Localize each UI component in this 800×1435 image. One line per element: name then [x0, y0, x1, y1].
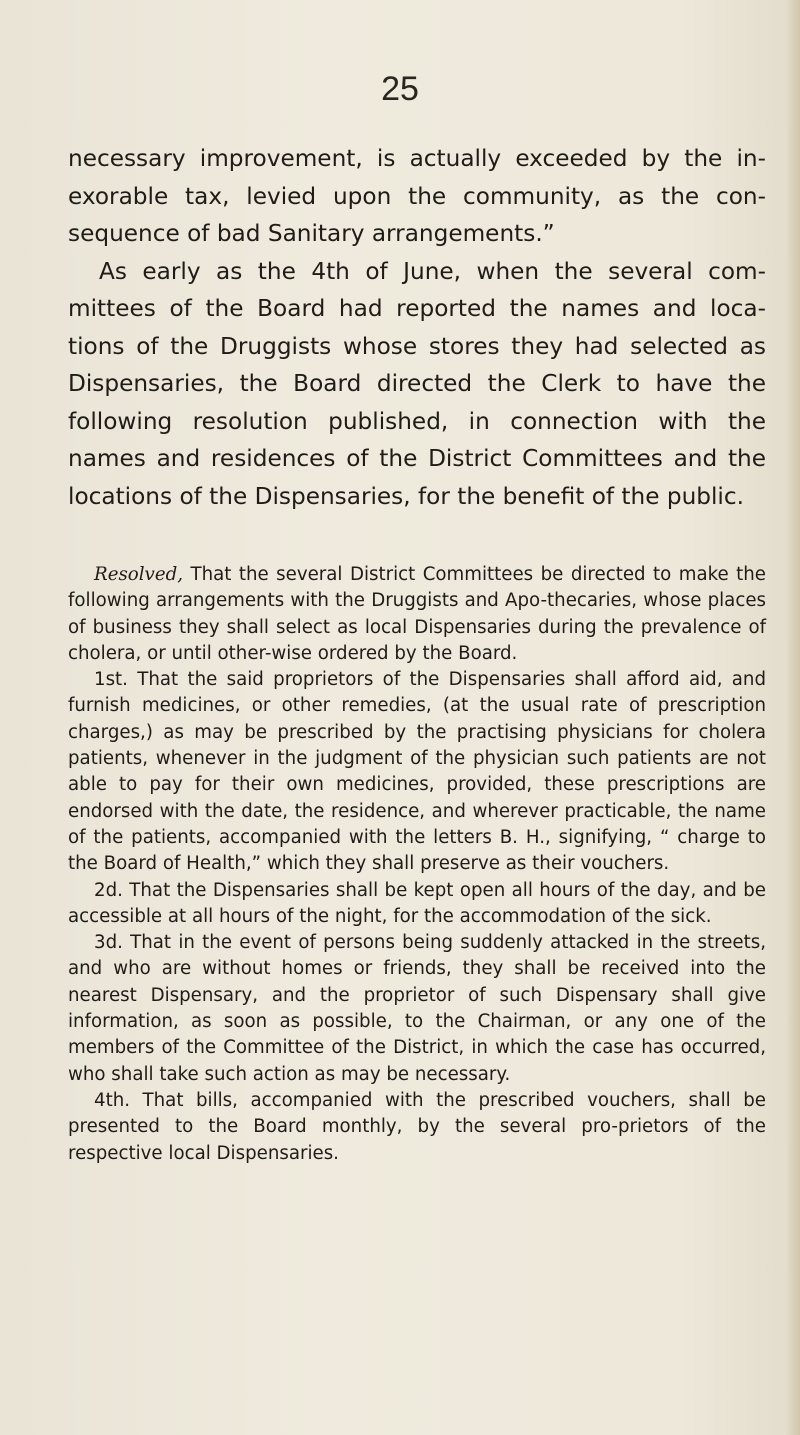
page-number: 25	[381, 70, 419, 108]
resolved-lead: Resolved,	[94, 564, 184, 585]
resolution-item-3: 3d. That in the event of persons being suddenly attacked in the streets, and who are without homes or friends, they shall be received into the nearest Dispensary, and the proprietor of such Dispensary shall give information, as soon as possible, to the Chairman, or any one of the members of the Committee of the District, in which the case has occurred, who shall take such action as may be necessary.	[68, 932, 766, 1085]
main-text	[68, 140, 766, 515]
paragraph-continuation: necessary improvement, is actually exceeded by the in-exorable tax, levied upon the community, as the con-sequence of bad Sanitary arrangements.”	[68, 145, 766, 247]
page-edge	[786, 0, 800, 1435]
resolution-item-2: 2d. That the Dispensaries shall be kept open all hours of the day, and be accessible at all hours of the night, for the accommodation of the sick.	[68, 879, 766, 927]
paragraph-june: As early as the 4th of June, when the several com-mittees of the Board had reported the names and loca-tions of the Druggists whose stores they had selected as Dispensaries, the Board directed the Clerk to have the following resolution published, in connection with the names and residences of the District Committees and the locations of the Dispensaries, for the benefit of the public.	[68, 257, 766, 510]
resolution-block	[68, 562, 766, 1167]
resolution-text: That the several District Committees be directed to make the following arrangements with the Druggists and Apo-thecaries, whose places of business they shall select as local Dispensaries during the prevalence of cholera, or until other-wise ordered by the Board.	[68, 564, 766, 664]
resolution-item-4: 4th. That bills, accompanied with the prescribed vouchers, shall be presented to the Board monthly, by the several pro-prietors of the respective local Dispensaries.	[68, 1089, 766, 1164]
resolution-item-1: 1st. That the said proprietors of the Dispensaries shall afford aid, and furnish medicines, or other remedies, (at the usual rate of prescription charges,) as may be prescribed by the practising physicians for cholera patients, whenever in the judgment of the physician such patients are not able to pay for their own medicines, provided, these prescriptions are endorsed with the date, the residence, and wherever practicable, the name of the patients, accompanied with the letters B. H., signifying, “ charge to the Board of Health,” which they shall preserve as their vouchers.	[68, 669, 766, 875]
resolution-paragraph	[68, 562, 766, 667]
